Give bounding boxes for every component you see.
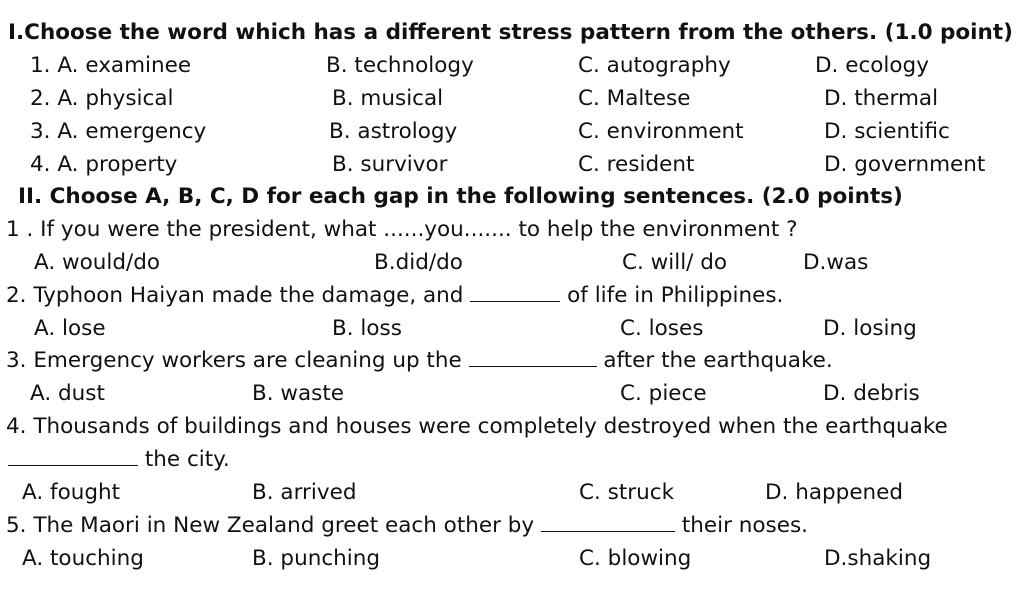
option-c: C. struck — [579, 480, 675, 505]
option-d: D.was — [803, 250, 869, 275]
option-d: D. happened — [765, 480, 904, 505]
answer-blank — [470, 281, 560, 302]
gap-question-4-stem-continued: the city. — [0, 444, 1024, 476]
option-b: B. astrology — [329, 119, 458, 144]
option-a: 4. A. property — [30, 152, 178, 177]
option-d: D. scientific — [824, 119, 950, 144]
gap-question-5-stem: 5. The Maori in New Zealand greet each other by their noses. — [6, 513, 808, 538]
option-c: C. autography — [578, 53, 731, 78]
stress-question-4 — [0, 149, 1024, 181]
gap-question-1-options — [0, 247, 1024, 279]
option-d: D. thermal — [824, 86, 939, 111]
option-d: D. ecology — [815, 53, 929, 78]
answer-blank — [469, 346, 597, 367]
option-a: 2. A. physical — [30, 86, 174, 111]
gap-question-2-stem: 2. Typhoon Haiyan made the damage, and of life in Philippines. — [6, 283, 784, 308]
gap-question-3-stem: 3. Emergency workers are cleaning up the after the earthquake. — [6, 348, 833, 373]
option-a: A. would/do — [34, 250, 161, 275]
option-c: C. piece — [620, 381, 707, 406]
answer-blank — [541, 511, 675, 532]
section-1-heading: I.Choose the word which has a different stress pattern from the others. (1.0 point) — [8, 20, 1013, 45]
option-a: A. dust — [30, 381, 105, 406]
gap-question-3-options — [0, 378, 1024, 410]
stress-question-2 — [0, 83, 1024, 115]
gap-question-4-options — [0, 477, 1024, 509]
answer-blank — [8, 445, 138, 466]
option-a: 3. A. emergency — [30, 119, 207, 144]
gap-question-5-options — [0, 543, 1024, 575]
option-a: A. fought — [22, 480, 121, 505]
section-2-heading: II. Choose A, B, C, D for each gap in the following sentences. (2.0 points) — [18, 184, 903, 209]
gap-question-2-options — [0, 313, 1024, 345]
option-b: B. arrived — [252, 480, 357, 505]
gap-question-1-stem: 1 . If you were the president, what ......you....... to help the environment ? — [6, 217, 798, 242]
option-b: B. punching — [252, 546, 381, 571]
option-b: B. waste — [252, 381, 345, 406]
option-c: C. blowing — [579, 546, 692, 571]
option-d: D. losing — [823, 316, 917, 341]
option-c: C. Maltese — [578, 86, 691, 111]
option-b: B. musical — [332, 86, 444, 111]
option-a: A. touching — [22, 546, 144, 571]
option-d: D.shaking — [824, 546, 932, 571]
option-c: C. will/ do — [622, 250, 728, 275]
stress-question-1 — [0, 50, 1024, 82]
option-a: A. lose — [34, 316, 106, 341]
option-b: B. survivor — [332, 152, 448, 177]
stress-question-3 — [0, 116, 1024, 148]
option-c: C. loses — [620, 316, 704, 341]
option-d: D. debris — [823, 381, 920, 406]
option-b: B. loss — [332, 316, 402, 341]
option-d: D. government — [824, 152, 986, 177]
gap-question-4-stem: 4. Thousands of buildings and houses were completely destroyed when the earthquake — [6, 414, 948, 439]
option-b: B.did/do — [374, 250, 463, 275]
option-c: C. resident — [578, 152, 695, 177]
option-a: 1. A. examinee — [30, 53, 192, 78]
option-c: C. environment — [578, 119, 744, 144]
option-b: B. technology — [326, 53, 474, 78]
